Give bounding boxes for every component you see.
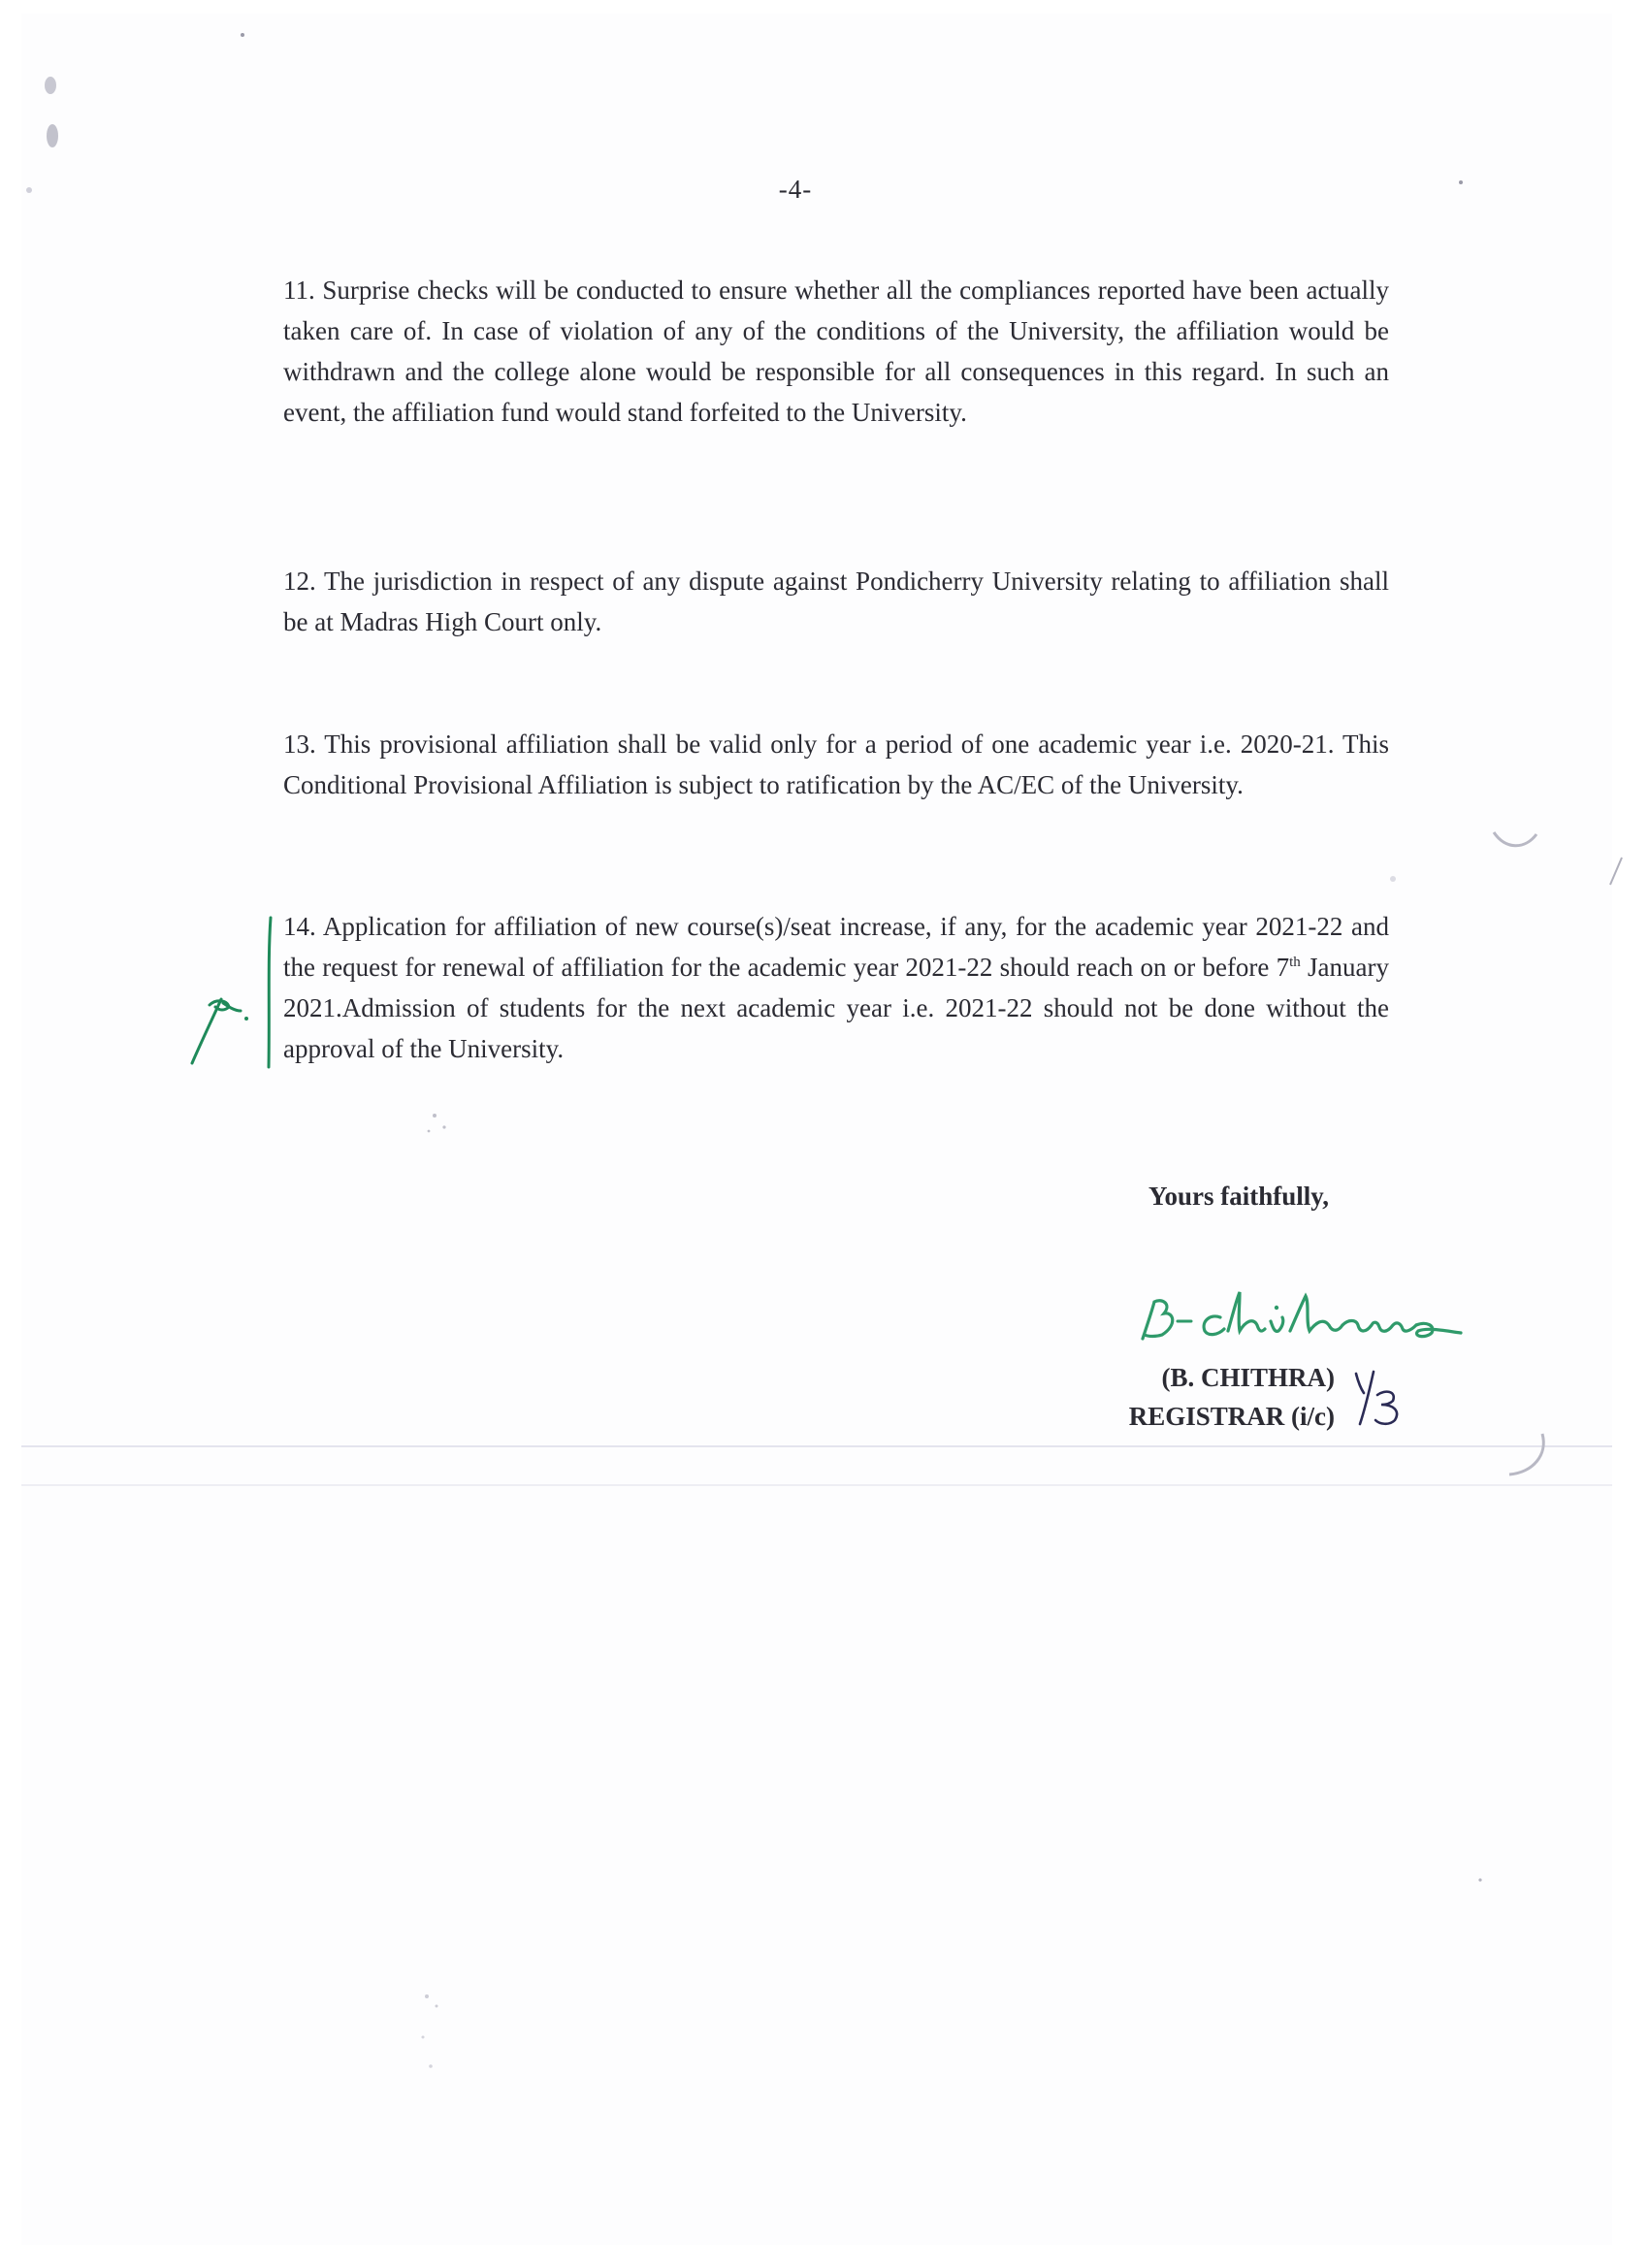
clause-14 [283,906,1389,1069]
clause-14-text-start: 14. Application for affiliation of new course(s)/seat increase, if any, for the academic year 2021-22 and the request for renewal of affiliation for the academic year 2021-22 should reach on or before 7 [283,912,1389,982]
clause-14-text-end: January 2021.Admission of students for the next academic year i.e. 2021-22 should not be done without the approval of the University. [283,953,1390,1063]
handwritten-signature [1135,1282,1470,1355]
signatory-name: (B. CHITHRA) [1161,1363,1335,1392]
clause-12: 12. The jurisdiction in respect of any dispute against Pondicherry University relating to affiliation shall be at Madras High Court only. [283,567,1389,636]
closing-salutation: Yours faithfully, [1148,1182,1329,1211]
margin-annotation-mark [180,910,277,1075]
clause-11: 11. Surprise checks will be conducted to ensure whether all the compliances reported have been actually taken care of. In case of violation of any of the conditions of the University, the affiliation would be withdrawn and the college alone would be responsible for all consequences in this regard. In such an event, the affiliation fund would stand forfeited to the University. [283,275,1389,427]
page-number: -4- [778,175,813,204]
handwritten-initials-date [1350,1366,1408,1434]
scan-fold-line [21,1484,1612,1486]
signatory-title: REGISTRAR (i/c) [1128,1402,1335,1431]
clause-13: 13. This provisional affiliation shall be valid only for a period of one academic year i.e. 2020-21. This Conditional Provisional Affiliation is subject to ratification by the AC/EC of the University. [283,729,1389,799]
clause-14-superscript: th [1289,955,1301,970]
scan-fold-line [21,1445,1612,1447]
